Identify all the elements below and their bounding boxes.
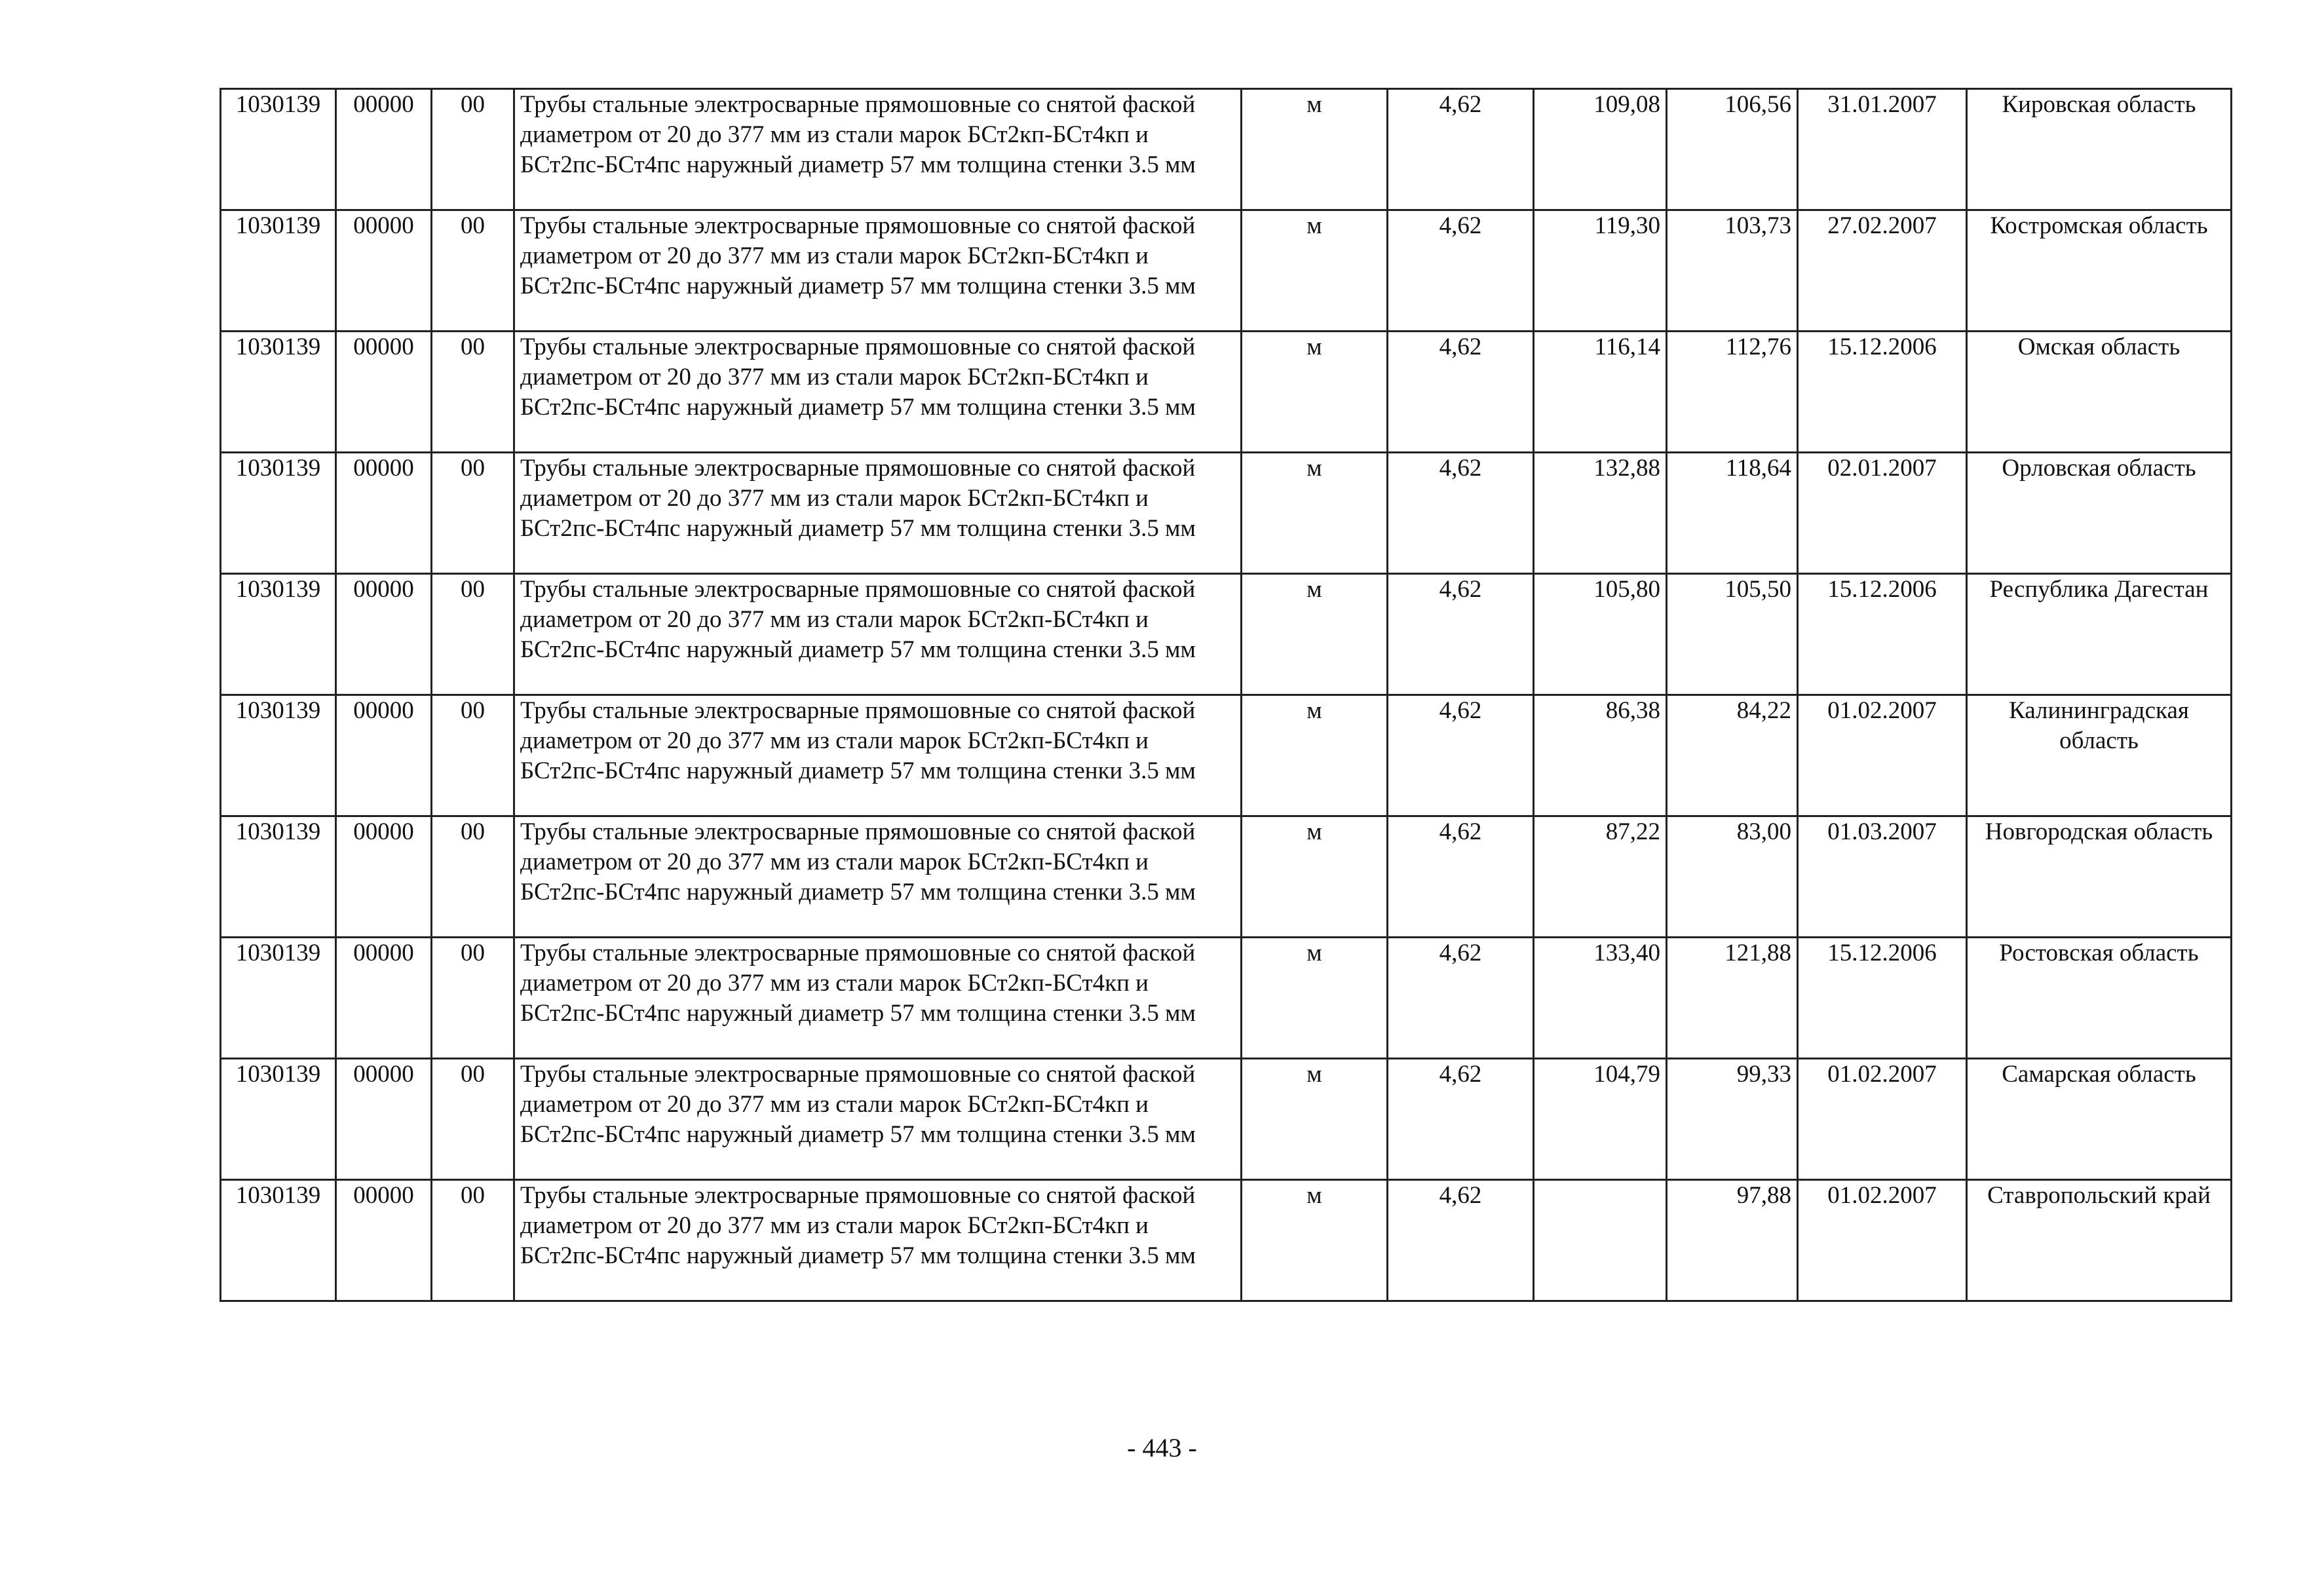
cell-unit: м: [1242, 938, 1388, 1059]
cell-extcode: 00: [432, 938, 514, 1059]
cell-extcode: 00: [432, 89, 514, 210]
cell-extcode: 00: [432, 1180, 514, 1301]
cell-region: Ростовская область: [1967, 938, 2232, 1059]
cell-subcode: 00000: [336, 816, 432, 938]
cell-date: 31.01.2007: [1798, 89, 1967, 210]
cell-date: 01.02.2007: [1798, 1180, 1967, 1301]
cell-date: 01.03.2007: [1798, 816, 1967, 938]
cell-subcode: 00000: [336, 938, 432, 1059]
cell-date: 01.02.2007: [1798, 695, 1967, 816]
cell-unit: м: [1242, 210, 1388, 332]
cell-name: Трубы стальные электросварные прямошовные со снятой фаской диаметром от 20 до 377 мм из стали марок БСт2кп-БСт4кп и БСт2пс-БСт4пс наружный диаметр 57 мм толщина стенки 3.5 мм: [514, 695, 1242, 816]
cell-extcode: 00: [432, 816, 514, 938]
cell-unit: м: [1242, 332, 1388, 453]
cell-weight: 4,62: [1388, 938, 1534, 1059]
cell-price-2: 106,56: [1667, 89, 1798, 210]
table-row: [221, 1059, 2232, 1180]
table-row: [221, 210, 2232, 332]
cell-date: 27.02.2007: [1798, 210, 1967, 332]
table-row: [221, 695, 2232, 816]
cell-weight: 4,62: [1388, 453, 1534, 574]
cell-price-1: 104,79: [1534, 1059, 1667, 1180]
cell-code: 1030139: [221, 332, 336, 453]
cell-price-2: 118,64: [1667, 453, 1798, 574]
cell-extcode: 00: [432, 574, 514, 695]
cell-name: Трубы стальные электросварные прямошовные со снятой фаской диаметром от 20 до 377 мм из стали марок БСт2кп-БСт4кп и БСт2пс-БСт4пс наружный диаметр 57 мм толщина стенки 3.5 мм: [514, 816, 1242, 938]
cell-name: Трубы стальные электросварные прямошовные со снятой фаской диаметром от 20 до 377 мм из стали марок БСт2кп-БСт4кп и БСт2пс-БСт4пс наружный диаметр 57 мм толщина стенки 3.5 мм: [514, 210, 1242, 332]
cell-region: Костромская область: [1967, 210, 2232, 332]
cell-price-1: 133,40: [1534, 938, 1667, 1059]
cell-region: Ставропольский край: [1967, 1180, 2232, 1301]
cell-price-1: 86,38: [1534, 695, 1667, 816]
cell-price-1: 132,88: [1534, 453, 1667, 574]
cell-subcode: 00000: [336, 332, 432, 453]
cell-unit: м: [1242, 1180, 1388, 1301]
cell-name: Трубы стальные электросварные прямошовные со снятой фаской диаметром от 20 до 377 мм из стали марок БСт2кп-БСт4кп и БСт2пс-БСт4пс наружный диаметр 57 мм толщина стенки 3.5 мм: [514, 1059, 1242, 1180]
cell-price-1: 109,08: [1534, 89, 1667, 210]
cell-weight: 4,62: [1388, 1180, 1534, 1301]
cell-date: 15.12.2006: [1798, 332, 1967, 453]
table-row: [221, 332, 2232, 453]
cell-code: 1030139: [221, 89, 336, 210]
cell-code: 1030139: [221, 695, 336, 816]
cell-unit: м: [1242, 695, 1388, 816]
cell-region: Калининградская область: [1967, 695, 2232, 816]
price-table: [219, 88, 2232, 1302]
cell-date: 15.12.2006: [1798, 938, 1967, 1059]
cell-weight: 4,62: [1388, 210, 1534, 332]
cell-price-1: [1534, 1180, 1667, 1301]
cell-name: Трубы стальные электросварные прямошовные со снятой фаской диаметром от 20 до 377 мм из стали марок БСт2кп-БСт4кп и БСт2пс-БСт4пс наружный диаметр 57 мм толщина стенки 3.5 мм: [514, 89, 1242, 210]
cell-code: 1030139: [221, 938, 336, 1059]
cell-price-1: 105,80: [1534, 574, 1667, 695]
cell-price-2: 105,50: [1667, 574, 1798, 695]
cell-name: Трубы стальные электросварные прямошовные со снятой фаской диаметром от 20 до 377 мм из стали марок БСт2кп-БСт4кп и БСт2пс-БСт4пс наружный диаметр 57 мм толщина стенки 3.5 мм: [514, 453, 1242, 574]
cell-subcode: 00000: [336, 574, 432, 695]
table-row: [221, 574, 2232, 695]
cell-name: Трубы стальные электросварные прямошовные со снятой фаской диаметром от 20 до 377 мм из стали марок БСт2кп-БСт4кп и БСт2пс-БСт4пс наружный диаметр 57 мм толщина стенки 3.5 мм: [514, 332, 1242, 453]
cell-extcode: 00: [432, 695, 514, 816]
cell-subcode: 00000: [336, 453, 432, 574]
cell-code: 1030139: [221, 453, 336, 574]
cell-date: 15.12.2006: [1798, 574, 1967, 695]
table-row: [221, 816, 2232, 938]
cell-price-2: 99,33: [1667, 1059, 1798, 1180]
cell-unit: м: [1242, 453, 1388, 574]
cell-weight: 4,62: [1388, 574, 1534, 695]
cell-code: 1030139: [221, 574, 336, 695]
cell-price-2: 97,88: [1667, 1180, 1798, 1301]
cell-name: Трубы стальные электросварные прямошовные со снятой фаской диаметром от 20 до 377 мм из стали марок БСт2кп-БСт4кп и БСт2пс-БСт4пс наружный диаметр 57 мм толщина стенки 3.5 мм: [514, 1180, 1242, 1301]
cell-code: 1030139: [221, 816, 336, 938]
cell-code: 1030139: [221, 1180, 336, 1301]
cell-price-2: 103,73: [1667, 210, 1798, 332]
cell-unit: м: [1242, 89, 1388, 210]
cell-weight: 4,62: [1388, 816, 1534, 938]
cell-code: 1030139: [221, 1059, 336, 1180]
cell-price-1: 116,14: [1534, 332, 1667, 453]
cell-weight: 4,62: [1388, 1059, 1534, 1180]
table-row: [221, 1180, 2232, 1301]
cell-unit: м: [1242, 574, 1388, 695]
cell-price-2: 84,22: [1667, 695, 1798, 816]
cell-price-1: 119,30: [1534, 210, 1667, 332]
cell-region: Новгородская область: [1967, 816, 2232, 938]
price-table-body: [221, 89, 2232, 1301]
cell-name: Трубы стальные электросварные прямошовные со снятой фаской диаметром от 20 до 377 мм из стали марок БСт2кп-БСт4кп и БСт2пс-БСт4пс наружный диаметр 57 мм толщина стенки 3.5 мм: [514, 574, 1242, 695]
cell-extcode: 00: [432, 210, 514, 332]
cell-price-2: 121,88: [1667, 938, 1798, 1059]
cell-unit: м: [1242, 816, 1388, 938]
cell-region: Республика Дагестан: [1967, 574, 2232, 695]
cell-weight: 4,62: [1388, 695, 1534, 816]
cell-price-1: 87,22: [1534, 816, 1667, 938]
cell-region: Самарская область: [1967, 1059, 2232, 1180]
cell-extcode: 00: [432, 1059, 514, 1180]
cell-subcode: 00000: [336, 1180, 432, 1301]
cell-subcode: 00000: [336, 1059, 432, 1180]
cell-price-2: 83,00: [1667, 816, 1798, 938]
page-number: - 443 -: [1127, 1433, 1197, 1462]
cell-extcode: 00: [432, 332, 514, 453]
cell-weight: 4,62: [1388, 89, 1534, 210]
cell-price-2: 112,76: [1667, 332, 1798, 453]
cell-region: Омская область: [1967, 332, 2232, 453]
cell-weight: 4,62: [1388, 332, 1534, 453]
table-row: [221, 453, 2232, 574]
cell-subcode: 00000: [336, 695, 432, 816]
cell-subcode: 00000: [336, 89, 432, 210]
cell-extcode: 00: [432, 453, 514, 574]
cell-code: 1030139: [221, 210, 336, 332]
cell-date: 02.01.2007: [1798, 453, 1967, 574]
cell-region: Орловская область: [1967, 453, 2232, 574]
table-row: [221, 938, 2232, 1059]
cell-unit: м: [1242, 1059, 1388, 1180]
cell-name: Трубы стальные электросварные прямошовные со снятой фаской диаметром от 20 до 377 мм из стали марок БСт2кп-БСт4кп и БСт2пс-БСт4пс наружный диаметр 57 мм толщина стенки 3.5 мм: [514, 938, 1242, 1059]
table-row: [221, 89, 2232, 210]
cell-date: 01.02.2007: [1798, 1059, 1967, 1180]
cell-region: Кировская область: [1967, 89, 2232, 210]
cell-subcode: 00000: [336, 210, 432, 332]
